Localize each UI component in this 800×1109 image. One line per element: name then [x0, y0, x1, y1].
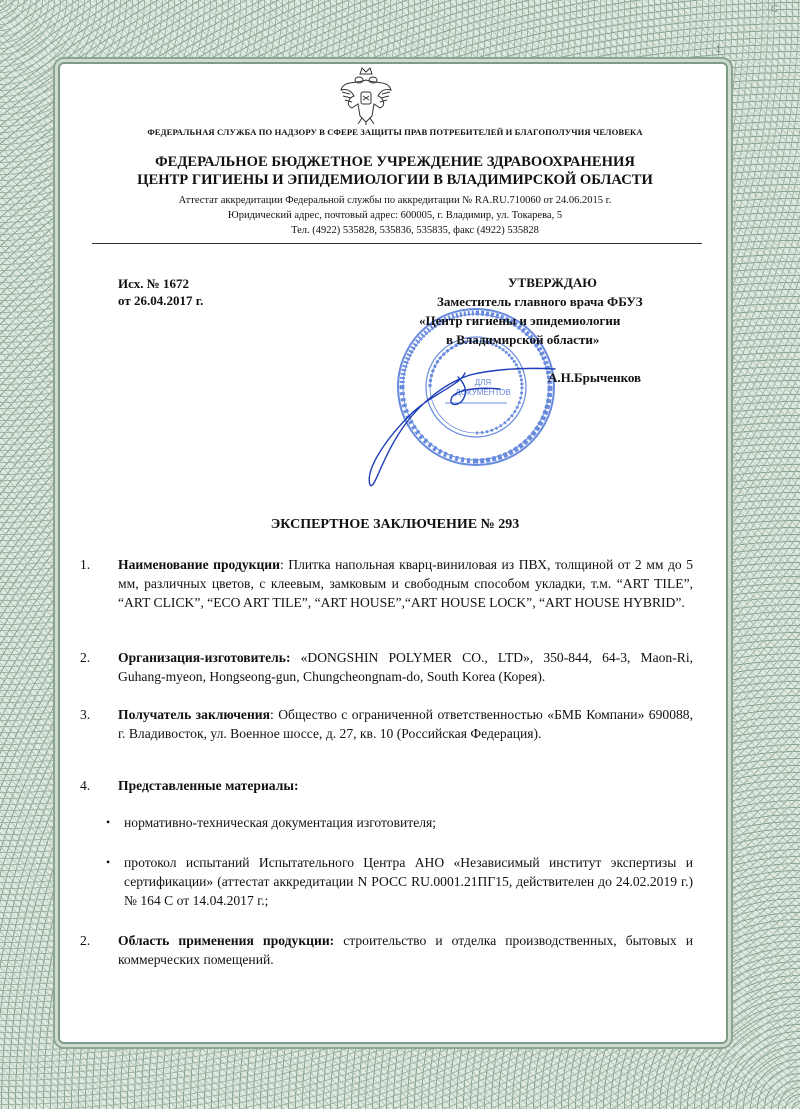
corner-mark: C	[770, 4, 778, 15]
section-2-manufacturer	[118, 648, 693, 686]
section-1-label: Наименование продукции	[118, 557, 280, 572]
agency-name: ФЕДЕРАЛЬНАЯ СЛУЖБА ПО НАДЗОРУ В СФЕРЕ ЗАЩИТЫ ПРАВ ПОТРЕБИТЕЛЕЙ И БЛАГОПОЛУЧИЯ ЧЕЛОВЕКА	[147, 127, 643, 137]
page-number: 1	[716, 44, 722, 54]
section-2-number: 2.	[80, 650, 91, 665]
outgoing-number: Исх. № 1672	[118, 276, 190, 291]
section-5-number: 2.	[80, 933, 91, 948]
section-1-text: : Плитка напольная кварц-виниловая из ПВХ, толщиной от 2 мм до 5 мм, различных цветов, с клеевым, замковым и свободным способом укладки, т.м. “ART TILE”, “ART CLICK”, “ECO ART TILE”, “ART HOUSE”,“ART HOUSE LOCK”, “ART HOUSE HYBRID”.	[118, 557, 693, 610]
document-title: ЭКСПЕРТНОЕ ЗАКЛЮЧЕНИЕ № 293	[270, 517, 520, 532]
stamp-center-line2: ДОКУМЕНТОВ	[455, 388, 511, 397]
section-4-materials	[118, 776, 693, 795]
section-5-scope	[118, 931, 693, 969]
organization-name-line2: ЦЕНТР ГИГИЕНЫ И ЭПИДЕМИОЛОГИИ В ВЛАДИМИРСКОЙ ОБЛАСТИ	[137, 172, 653, 188]
material-item-1: нормативно-техническая документация изготовителя;	[124, 815, 437, 830]
outgoing-reference	[118, 275, 203, 309]
section-3-text: : Общество с ограниченной ответственностью «БМБ Компани» 690088, г. Владивосток, ул. Военное шоссе, д. 27, кв. 10 (Российская Федерация).	[118, 707, 693, 741]
section-1-product-name	[118, 555, 693, 612]
address-line: Юридический адрес, почтовый адрес: 600005, г. Владимир, ул. Токарева, 5	[227, 210, 563, 221]
material-item-2: протокол испытаний Испытательного Центра АНО «Независимый институт экспертизы и сертификации» (аттестат аккредитации N РОСС RU.0001.21ПГ15, действителен до 24.02.2019 г.) № 164 С от 14.04.2017 г.;	[124, 855, 693, 908]
approval-org-line1: «Центр гигиены и эпидемиологии	[419, 313, 621, 328]
signature	[340, 345, 570, 495]
accreditation-line: Аттестат аккредитации Федеральной службы по аккредитации № RA.RU.710060 от 24.06.2015 г.	[178, 195, 612, 206]
stamp-center-line1: ДЛЯ	[474, 378, 492, 387]
header-divider	[92, 243, 702, 244]
section-1-number: 1.	[80, 557, 91, 572]
section-4-number: 4.	[80, 778, 91, 793]
approval-org-line2: в Владимирской области»	[446, 332, 600, 347]
section-3-label: Получатель заключения	[118, 707, 270, 722]
approval-title: УТВЕРЖДАЮ	[508, 275, 597, 290]
section-3-number: 3.	[80, 707, 91, 722]
phone-line: Тел. (4922) 535828, 535836, 535835, факс (4922) 535828	[291, 225, 539, 236]
section-4-label: Представленные материалы:	[118, 778, 299, 793]
bullet-2: •	[106, 855, 111, 869]
outgoing-date: от 26.04.2017 г.	[118, 293, 204, 308]
organization-name-line1: ФЕДЕРАЛЬНОЕ БЮДЖЕТНОЕ УЧРЕЖДЕНИЕ ЗДРАВООХРАНЕНИЯ	[155, 154, 635, 170]
approval-position: Заместитель главного врача ФБУЗ	[437, 294, 643, 309]
approver-name: А.Н.Брыченков	[548, 370, 642, 385]
coat-of-arms-emblem	[338, 66, 394, 126]
bullet-1: •	[106, 815, 111, 829]
section-2-label: Организация-изготовитель:	[118, 650, 291, 665]
section-3-recipient	[118, 705, 693, 743]
section-2-text: «DONGSHIN POLYMER CO., LTD», 350-844, 64-3, Maon-Ri, Guhang-myeon, Hongseong-gun, Chungcheongnam-do, South Korea (Корея).	[118, 650, 693, 684]
section-5-label: Область применения продукции:	[118, 933, 335, 948]
section-5-text: строительство и отделка производственных, бытовых и коммерческих помещений.	[118, 933, 693, 967]
